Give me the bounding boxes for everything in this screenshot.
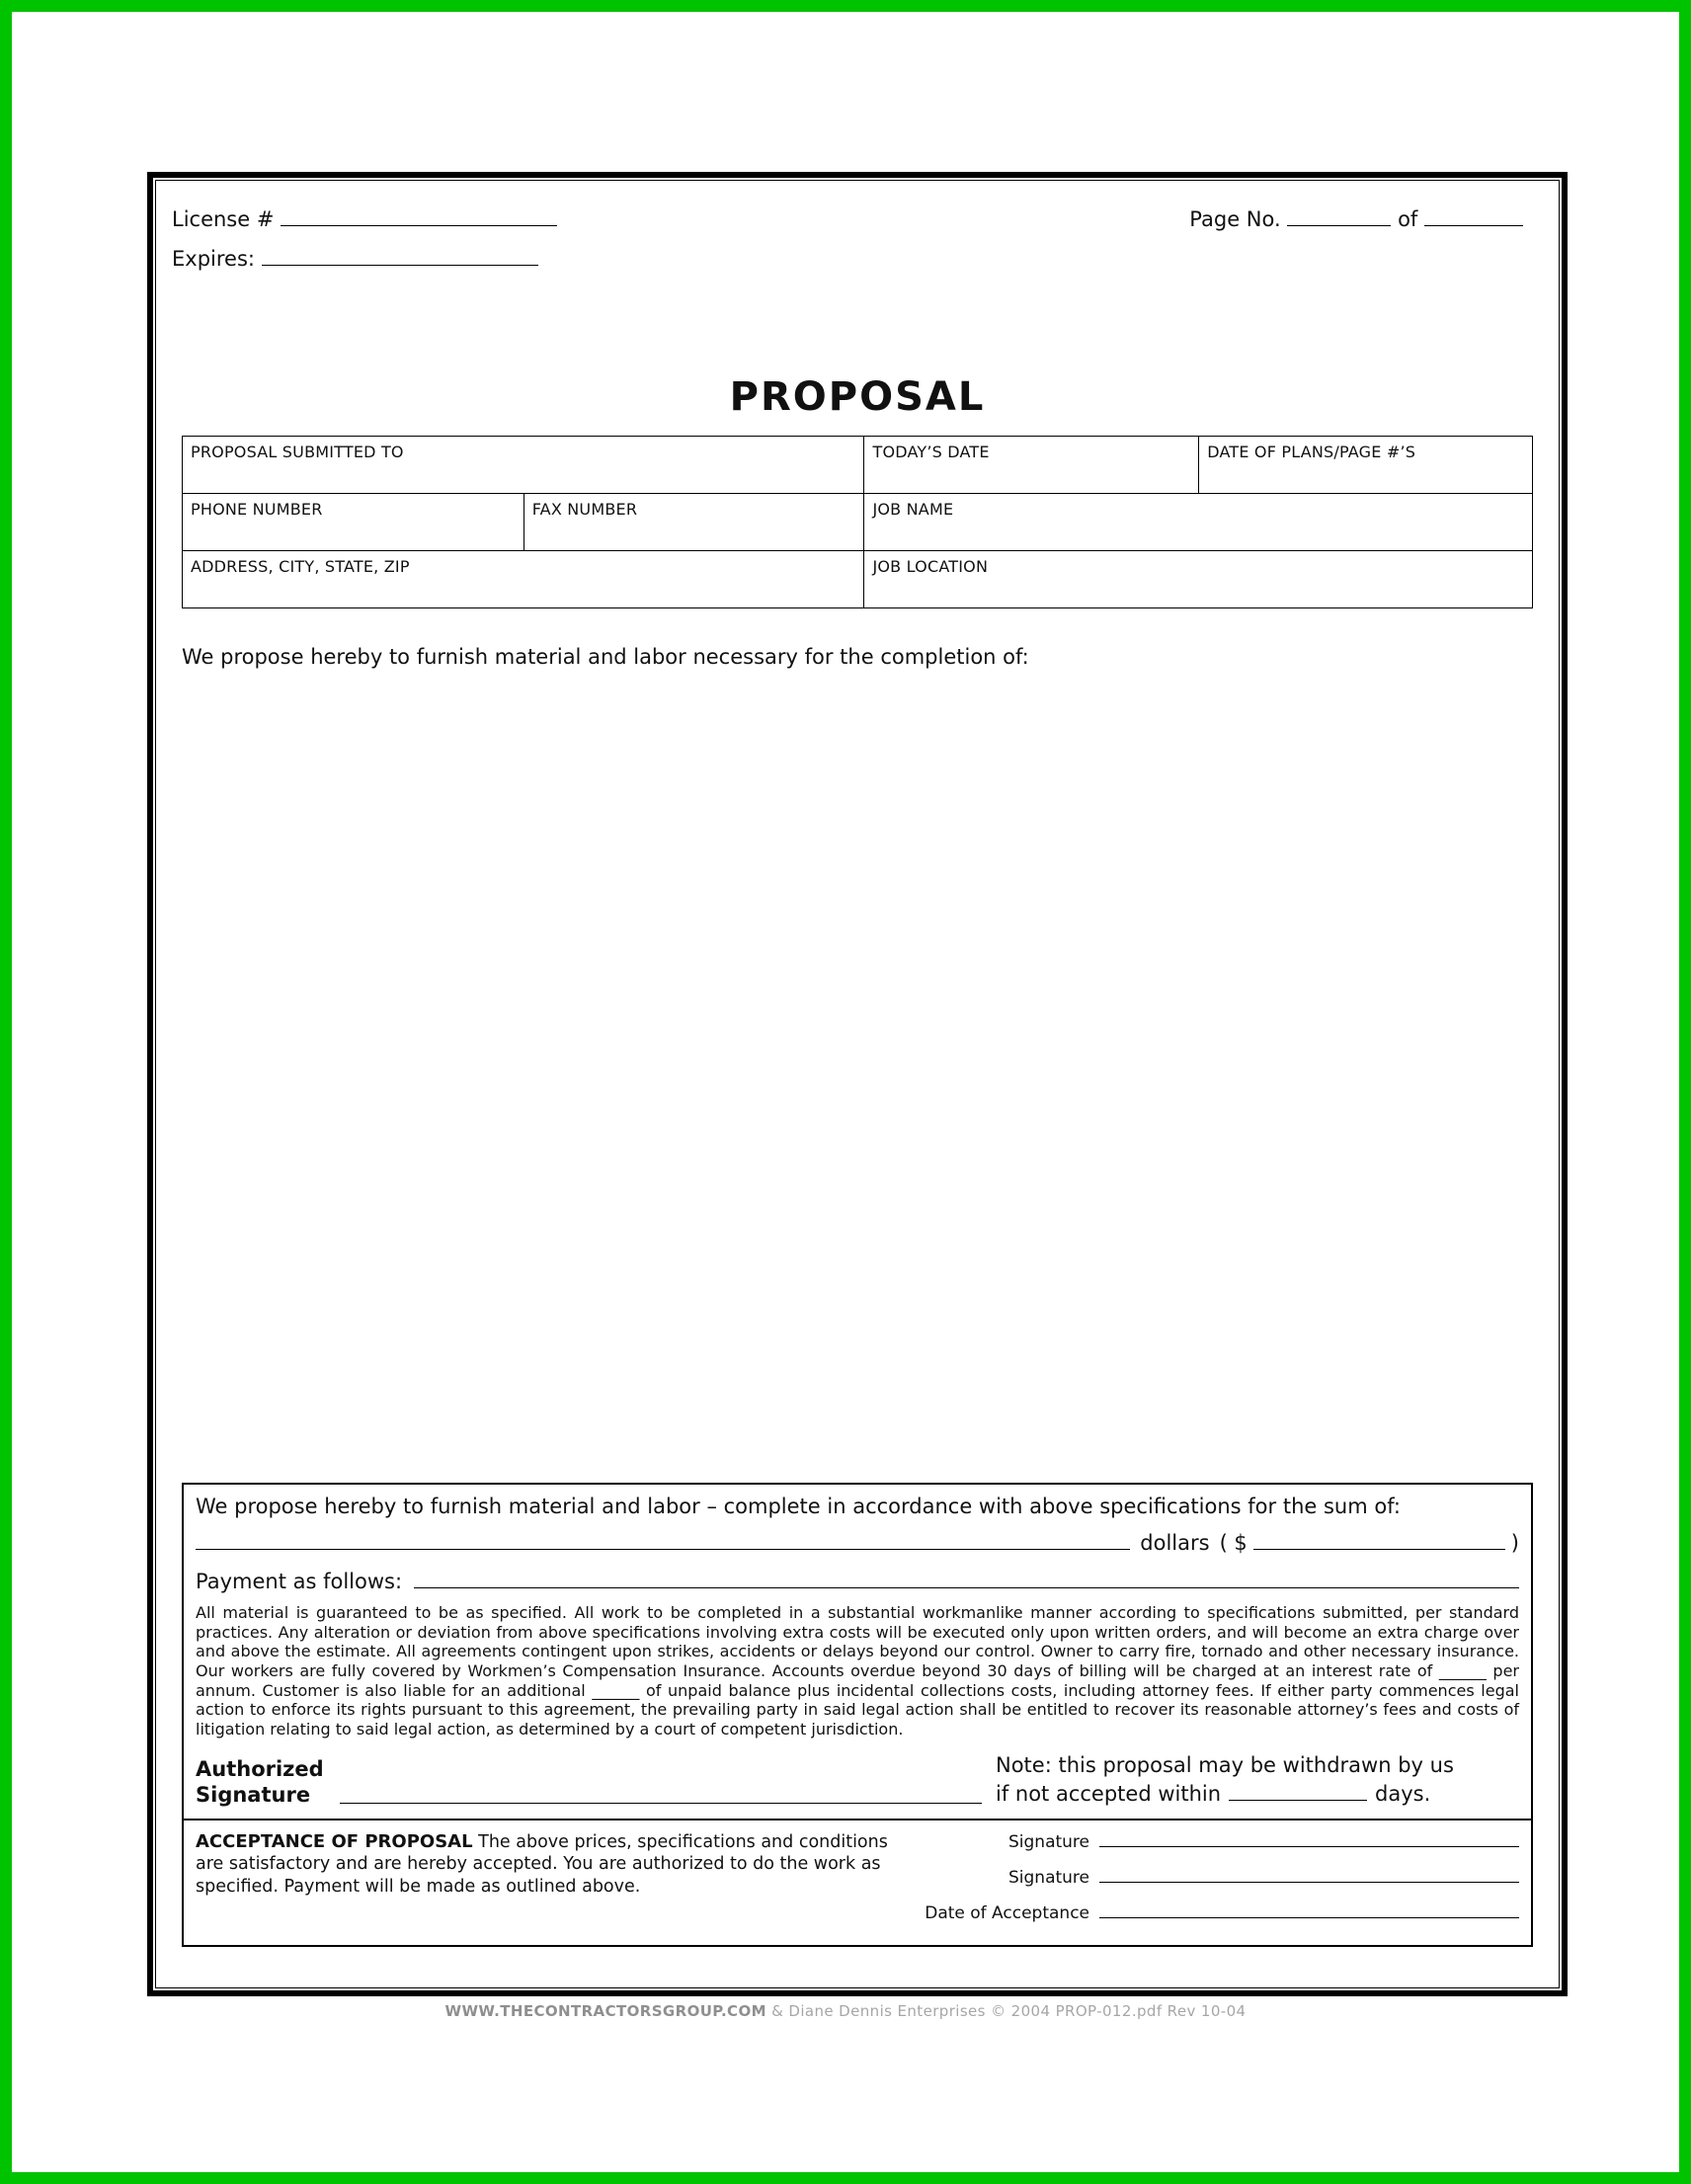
paren-close: ) bbox=[1510, 1531, 1519, 1556]
footer-credit bbox=[12, 2002, 1679, 2020]
license-block bbox=[172, 204, 557, 283]
footer-rest-text: & Diane Dennis Enterprises © 2004 PROP-012.pdf Rev 10-04 bbox=[765, 2002, 1247, 2020]
acceptance-signature-row-1 bbox=[922, 1830, 1519, 1853]
table-row bbox=[183, 437, 1533, 494]
cell-address: ADDRESS, CITY, STATE, ZIP bbox=[183, 551, 864, 608]
acceptance-date-row bbox=[922, 1901, 1519, 1923]
authorized-label: Authorized bbox=[196, 1757, 324, 1782]
acceptance-signature-blank-2 bbox=[1099, 1865, 1519, 1883]
paren-dollar: ( $ bbox=[1219, 1531, 1248, 1556]
expires-label: Expires: bbox=[172, 247, 255, 272]
withdrawal-note bbox=[996, 1751, 1519, 1809]
cell-phone-number: PHONE NUMBER bbox=[183, 494, 524, 551]
acceptance-body: The above prices, specifications and conditions are satisfactory and are hereby accepted. You are authorized to do the work as specified. Payment will be made as outlined above. bbox=[196, 1831, 888, 1898]
dollars-label: dollars bbox=[1140, 1531, 1210, 1556]
acceptance-text bbox=[196, 1830, 902, 1937]
days-blank bbox=[1229, 1779, 1367, 1801]
date-of-acceptance-label: Date of Acceptance bbox=[925, 1903, 1089, 1924]
payment-line bbox=[196, 1567, 1519, 1593]
propose-intro-text: We propose hereby to furnish material and labor necessary for the completion of: bbox=[182, 645, 1029, 669]
sum-amount-blank bbox=[1253, 1528, 1505, 1550]
note-after-blank: days. bbox=[1375, 1782, 1431, 1807]
payment-label: Payment as follows: bbox=[196, 1570, 403, 1594]
cell-date-of-plans: DATE OF PLANS/PAGE #’S bbox=[1199, 437, 1533, 494]
authorized-signature-row bbox=[196, 1751, 1519, 1809]
page-no-label: Page No. bbox=[1189, 207, 1281, 232]
terms-paragraph: All material is guaranteed to be as specified. All work to be completed in a substantial workmanlike manner according to specifications submitted, per standard practices. Any alteration or deviation from above specifications involving extra costs will be executed only upon written orders, and will become an extra charge over and above the estimate. All agreements contingent upon strikes, accidents or delays beyond our control. Owner to carry fire, tornado and other necessary insurance. Our workers are fully covered by Workmen’s Compensation Insurance. Accounts overdue beyond 30 days of billing will be charged at an interest rate of ______ per annum. Customer is also liable for an additional ______ of unpaid balance plus incidental collections costs, including attorney fees. If either party commences legal action to enforce its rights pursuant to this agreement, the prevailing party in said legal action shall be entitled to recover its reasonable attorney’s fees and costs of litigation relating to said legal action, as determined by a court of competent jurisdiction. bbox=[196, 1603, 1519, 1739]
page-title: PROPOSAL bbox=[729, 374, 986, 420]
cell-fax-number: FAX NUMBER bbox=[523, 494, 864, 551]
acceptance-heading: ACCEPTANCE OF PROPOSAL bbox=[196, 1830, 473, 1852]
authorized-signature-labels bbox=[196, 1756, 324, 1809]
note-line2 bbox=[996, 1779, 1519, 1808]
signature-label: Signature bbox=[196, 1783, 311, 1808]
page-no-blank bbox=[1287, 204, 1391, 226]
license-row bbox=[172, 204, 557, 231]
cell-job-name: JOB NAME bbox=[864, 494, 1533, 551]
table-row bbox=[183, 551, 1533, 608]
sum-words-blank bbox=[196, 1528, 1130, 1550]
acceptance-signature-label-2: Signature bbox=[1007, 1868, 1089, 1889]
acceptance-fields bbox=[902, 1830, 1519, 1937]
authorized-signature-blank bbox=[340, 1781, 982, 1803]
page-of-label: of bbox=[1398, 207, 1418, 232]
acceptance-signature-row-2 bbox=[922, 1865, 1519, 1888]
form-inner-frame bbox=[155, 180, 1560, 1988]
note-before-blank: if not accepted within bbox=[996, 1782, 1222, 1807]
license-blank bbox=[281, 204, 557, 226]
acceptance-signature-blank-1 bbox=[1099, 1830, 1519, 1848]
payment-blank bbox=[414, 1567, 1519, 1588]
job-info-table bbox=[182, 436, 1533, 608]
page-number-block bbox=[1189, 204, 1523, 231]
expires-row bbox=[172, 244, 557, 271]
date-of-acceptance-blank bbox=[1099, 1901, 1519, 1918]
terms-and-signature-box bbox=[182, 1483, 1533, 1947]
sum-statement: We propose hereby to furnish material and labor – complete in accordance with above specifications for the sum of: bbox=[196, 1495, 1401, 1518]
page-of-blank bbox=[1424, 204, 1523, 226]
acceptance-signature-label-1: Signature bbox=[1007, 1832, 1089, 1853]
table-row bbox=[183, 494, 1533, 551]
acceptance-section bbox=[196, 1820, 1519, 1937]
cell-todays-date: TODAY’S DATE bbox=[864, 437, 1199, 494]
license-label: License # bbox=[172, 207, 275, 232]
form-outer-frame bbox=[147, 172, 1568, 1996]
note-line1: Note: this proposal may be withdrawn by us bbox=[996, 1752, 1454, 1777]
expires-blank bbox=[262, 244, 538, 266]
cell-job-location: JOB LOCATION bbox=[864, 551, 1533, 608]
dollars-line bbox=[196, 1528, 1519, 1555]
footer-site-text: WWW.THECONTRACTORSGROUP.COM bbox=[444, 2002, 766, 2020]
cell-proposal-submitted-to: PROPOSAL SUBMITTED TO bbox=[183, 437, 864, 494]
